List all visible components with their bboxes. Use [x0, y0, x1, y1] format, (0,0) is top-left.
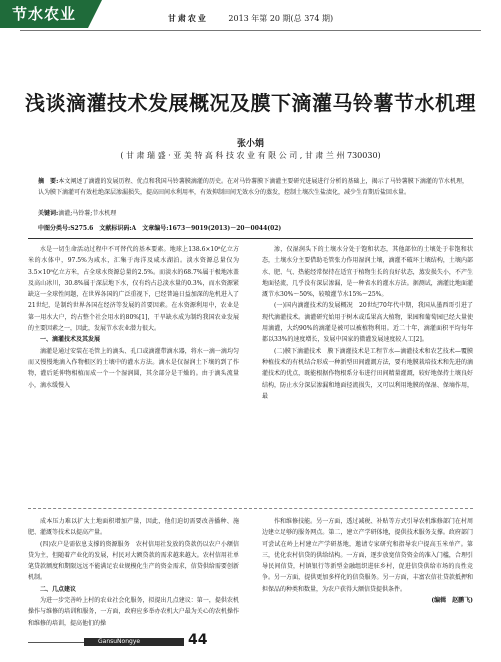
column-right-top — [262, 244, 473, 402]
paragraph: 滴灌是通过安装在毛管上的滴头、孔口或滴灌带滴水器，将水一滴一滴均匀而又慢慢地滴入作物根区的土壤中的灌水方法。滴水是仅湿润土下壤的到了作物，灌后延伸物相植而成一个一个湿润圆，其余部分是干燥的。由于滴头流量小，滴水缓慢入 — [28, 347, 239, 389]
affiliation: ( 甘 肃 瑞 盛 · 亚 美 特 高 科 技 农 业 有 限 公 司 , 甘 肃 兰 州 730030) — [120, 151, 381, 160]
keywords — [38, 209, 116, 219]
abstract-rule — [28, 238, 473, 239]
keywords-text: 滴灌;马铃薯;节水机理 — [58, 210, 117, 217]
paragraph: 为进一步完善岭上村的农业社会化服务，拟提出几点建议：第一，提供农机操作与维修的培训和服务，一方面，政府应多举办农机大户最为关心的农机操作和维修的培训，提高他们的操 — [28, 597, 239, 627]
abstract-text: 本文阐述了滴灌的发展历程、优点和我国马铃薯膜滴灌的历史。在对马铃薯膜下滴灌主要研究进展进行分析的基础上，揭示了马铃薯膜下滴灌的节水机理，认为膜下滴灌可有效杜绝深层渗漏损失，提高田间水利用率，有效抑制田间无效水分的蒸发，控制土壤次生盐渍化，减少生育期后盐回水量。 — [38, 178, 468, 196]
paragraph: (二)膜下滴灌技术 膜下滴灌技术是工程节水—滴灌技术和农艺技术—覆膜种植技术的有机结合形成一种新型田间灌溉方法，要有地膜栽培技术和先进的滴灌技术的优点，既能根据作物根系分布进行田间精量灌溉，较好地保持土壤良好结构，防止水分深层渗漏和地面径流损失，又可以利用地膜的保湿、保墒作用，最 — [262, 347, 473, 400]
footer-rule — [28, 642, 84, 643]
section-heading: 二、几点建议 — [40, 585, 77, 593]
issue-number: 2013 年第 20 期(总 374 期) — [228, 14, 334, 23]
paragraph: (四)农户是需依息支撑的资源服务 农村信用社发放的贷款仍以农户小额信贷为主，但随着产业化的发展，村民对大额贷款的需求越来越大。农村信用社单笔贷款额度和期限远远不能满足农业规模化生产的资金需求，信贷供给需要创新机制。 — [28, 540, 239, 582]
paragraph: 成本压力难以扩大土地面积增加产量，因此，他们迫切需要改善播种、施肥、灌溉等技术以提高产量。 — [28, 518, 239, 537]
paragraph: 作和维修技能。另一方面，透过减税、补贴等方式引导农机维修部门在村周边建立足够的服务网点。第二，建立产学研体地，提供技术服务支撑。政府部门可尝试在岭上村建立产学研基地，邀请专家研究和指导农户提高玉米单产。第三，优化农村信贷的供给结构。一方面，逐步放宽信贷资金的准入门槛，合理引导民间信贷，村镇银行等新型金融组织进驻乡村，促进信贷供给市场的良性竞争。另一方面，提供更加多样化的信贷服务。另一方面，丰富农信社贷款抵押和担保品的种类和数量，为农户获得大额信贷提供条件。 — [262, 518, 473, 593]
issue-line — [0, 12, 501, 25]
author: 张小娟 — [236, 139, 264, 149]
article-title: 浅谈滴灌技术发展概况及膜下滴灌马铃薯节水机理 — [25, 91, 476, 115]
column-badge: 节水农业 — [0, 0, 88, 28]
paragraph: 渗，仅湿润头下的土壤水分处于饱和状态，其他部位的土壤处于非饱和状态，土壤水分主要借助毛管张力作用湿润土壤，滴灌不破坏土壤结构，土壤内部水、肥、气、热能经常保持在适宜于植物生长的良好状态，蒸发损失小，不产生地面径流，几乎没有深层渗漏，是一种省水的灌水方法。据测试，滴灌比地面灌溉节水30%～50%，较喷灌节水15%～25%。 — [262, 246, 473, 299]
column-right-bottom — [262, 516, 473, 606]
abstract-label: 摘 要: — [38, 178, 59, 185]
footer — [0, 628, 501, 662]
classification-line: 中图分类号:S275.6 文献标识码:A 文章编号:1673－9019(2013)－20－0044(02) — [38, 225, 282, 232]
magazine-name: 甘肃农业 — [167, 13, 208, 23]
editor-note: (编辑 赵鹏飞) — [431, 597, 473, 605]
header-rule — [20, 30, 481, 31]
paragraph: (一)国内滴灌技术的发展概况 20世纪70年代中期，我国从墨西哥引进了现代滴灌技术。滴灌研究始用于树木或瓜果高大植物，果园和葡萄园已经大量使用滴灌，大约90%的滴灌是被可以被植物利用。近二十年，滴灌面积平均每年都以33%的速度增长，发展中国家的微灌发展速度较人工[2]。 — [262, 302, 473, 344]
page-number: 44 — [188, 632, 208, 648]
journal-name-en: GansuNongye — [98, 638, 141, 645]
keywords-label: 关键词: — [38, 210, 59, 217]
column-left-top — [28, 244, 239, 391]
section-heading: 一、滴灌技术及其发展 — [40, 336, 101, 344]
column-left-bottom — [28, 516, 239, 629]
abstract — [38, 176, 468, 198]
dashed-separator — [28, 508, 473, 509]
paragraph: 水是一切生命活动过程中不可替代的基本要素。地球上138.6×10⁸亿立方米的水体中，97.5%为咸水，汇集于海洋及咸水湖泊。淡水资源总量仅为3.5×10⁸亿立方米，占全球水资源总量的2.5%。而淡水的68.7%属于极地冰盖及高山冰川，30.8%属于深层地下水，仅有约占总淡水量的0.3%，而水资源紧缺这一全球性问题，在世界各国的广泛重视下，已经普遍日益加深的危机进入了21世纪，是制约世界各国在经济等发展的首要因素。在水资源利用中，农业是第一用水大户，约占整个社会用水的80%[1]，干旱缺水成为制约我国农业发展的主要因素之一，因此，发展节水农业潜力很大。 — [28, 246, 239, 333]
